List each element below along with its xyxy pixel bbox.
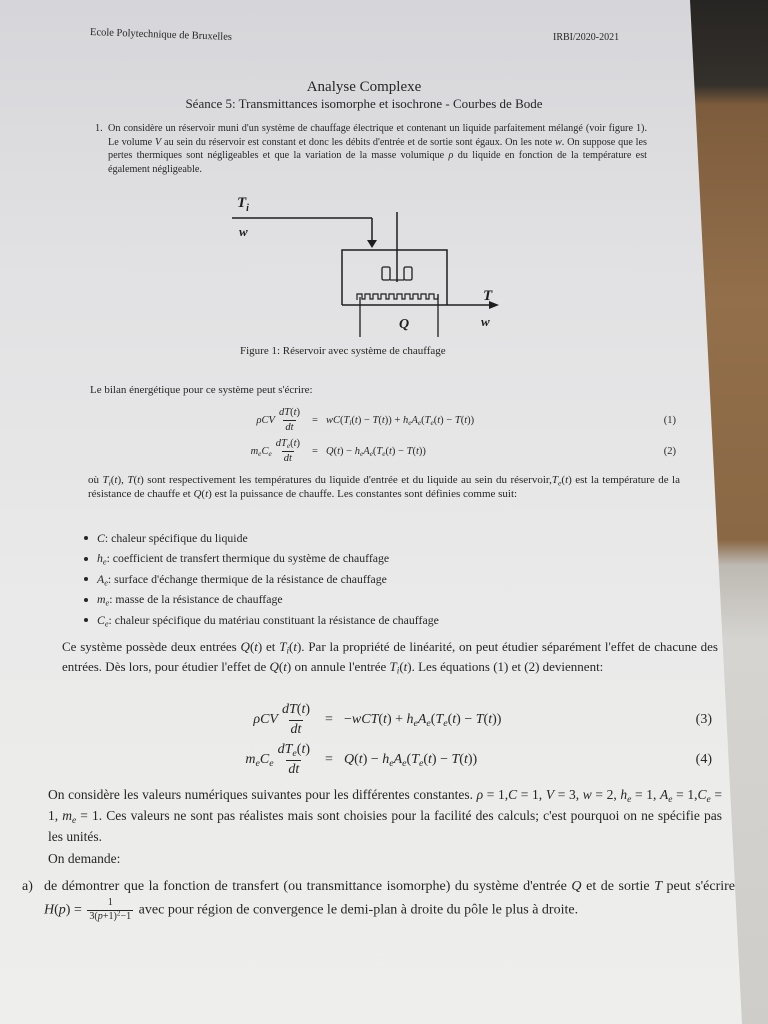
- derivative-fraction: [277, 407, 302, 434]
- text-run: 3(: [89, 910, 98, 922]
- text-run: 1: [107, 897, 113, 908]
- math-symbol: dT: [275, 437, 287, 449]
- math-symbol: t: [415, 446, 419, 457]
- math-symbol: A: [417, 712, 427, 727]
- text-run: (: [412, 446, 416, 457]
- math-subscript: e: [258, 449, 262, 459]
- text-run: −1: [120, 910, 132, 922]
- math-subscript: e: [369, 449, 373, 459]
- text-run: (: [296, 742, 302, 758]
- text-run: )): [492, 712, 502, 727]
- math-symbol: T: [411, 752, 419, 767]
- math-symbol: h: [382, 752, 390, 767]
- math-subscript: e: [443, 717, 448, 729]
- text-run: et de sortie: [581, 879, 655, 894]
- math-symbol: m: [245, 752, 256, 767]
- question-label: a): [22, 879, 33, 894]
- math-symbol: t: [488, 712, 493, 727]
- text-run: ): [305, 742, 310, 758]
- math-symbol: t: [337, 446, 341, 457]
- math-symbol: t: [293, 639, 297, 654]
- definition-text: [97, 592, 283, 607]
- question-a: [22, 875, 735, 922]
- math-symbol: C: [97, 612, 105, 627]
- text-run: (: [433, 415, 438, 426]
- math-symbol: T: [475, 712, 484, 727]
- math-symbol: h: [620, 787, 628, 802]
- fraction-denominator: [282, 451, 294, 465]
- heating-power-label: Q: [399, 317, 410, 332]
- equation-lhs: [218, 438, 304, 465]
- math-symbol: dt: [285, 422, 294, 433]
- text-run: : surface d'échange thermique de la résistance de chauffage: [107, 571, 387, 586]
- equation-number: (1): [663, 415, 676, 426]
- derivative-fraction: [276, 742, 312, 777]
- math-symbol: t: [293, 437, 297, 449]
- text-run: (: [201, 488, 206, 500]
- numerical-values-paragraph: [48, 784, 722, 847]
- text-run: = 2,: [591, 787, 621, 802]
- math-subscript: i: [396, 665, 400, 676]
- math-subscript: e: [557, 478, 562, 488]
- text-run: Ce système possède deux entrées: [62, 639, 241, 654]
- bullet-marker: [80, 549, 97, 569]
- equation-coefficient: [251, 446, 272, 457]
- math-subscript: e: [286, 441, 291, 451]
- text-run: ) est la température de la résistance de chauffe et: [88, 474, 680, 500]
- derivative-fraction: [280, 702, 312, 737]
- math-symbol: t: [437, 415, 441, 426]
- text-run: ) +: [386, 712, 407, 727]
- math-symbol: w: [582, 787, 592, 802]
- fraction-denominator: [289, 720, 304, 738]
- math-symbol: dT: [281, 702, 297, 718]
- equation-rhs: [344, 752, 680, 768]
- text-run: ) −: [340, 446, 355, 457]
- math-subscript: e: [359, 449, 364, 459]
- text-run: (: [399, 659, 404, 674]
- text-run: (: [288, 639, 294, 654]
- text-run: avec pour région de convergence le demi-plan à droite du pôle le plus à droite.: [135, 902, 579, 918]
- math-subscript: e: [389, 757, 394, 769]
- text-run: ) sont respectivement les températures du liquide d'entrée et du liquide au sein du réservoir,: [140, 474, 552, 486]
- math-symbol: ρ: [448, 150, 454, 161]
- text-run: = 1,: [483, 787, 509, 802]
- math-subscript: e: [292, 748, 297, 760]
- text-run: ): [305, 702, 310, 718]
- text-run: ) −: [357, 415, 373, 426]
- math-symbol: C: [97, 530, 105, 545]
- math-subscript: e: [413, 717, 418, 729]
- inlet-temperature-symbol: T: [237, 195, 247, 211]
- text-run: ). Les équations (1) et (2) deviennent:: [407, 659, 604, 674]
- math-symbol: h: [402, 415, 409, 426]
- definition-text: [97, 572, 387, 587]
- math-subscript: e: [255, 757, 260, 769]
- text-run: )): [418, 446, 426, 457]
- math-symbol: Q: [193, 488, 202, 500]
- math-symbol: T: [343, 415, 350, 426]
- equals-sign: =: [312, 446, 318, 457]
- linearity-paragraph: [62, 637, 718, 677]
- math-symbol: t: [463, 752, 468, 767]
- math-symbol: h: [354, 446, 360, 457]
- text-run: : chaleur spécifique du liquide: [104, 530, 248, 545]
- math-symbol: m: [62, 808, 72, 823]
- math-symbol: t: [565, 474, 569, 486]
- math-symbol: t: [428, 752, 432, 767]
- math-symbol: wCT: [351, 712, 379, 727]
- text-run: ) −: [431, 752, 452, 767]
- text-run: −: [344, 712, 352, 727]
- constants-list: [80, 528, 700, 631]
- heater-element: [357, 294, 438, 300]
- math-subscript: e: [105, 598, 110, 608]
- equation-coefficient: [257, 415, 275, 426]
- math-symbol: dt: [288, 761, 300, 777]
- inlet-temperature-subscript: i: [246, 203, 249, 214]
- text-run: ) −: [440, 415, 455, 426]
- text-run: (: [340, 415, 344, 426]
- math-symbol: T: [127, 474, 134, 486]
- stirrer-paddle-right: [404, 267, 412, 280]
- school-name: Ecole Polytechnique de Bruxelles: [89, 27, 233, 43]
- text-run: (: [290, 406, 294, 418]
- text-run: (: [421, 415, 425, 426]
- text-run: : coefficient de transfert thermique du système de chauffage: [106, 551, 390, 566]
- inlet-temperature-label: [237, 195, 249, 214]
- math-subscript: e: [268, 449, 272, 459]
- text-run: (: [385, 446, 389, 457]
- text-run: ) −: [362, 752, 383, 767]
- math-subscript: e: [269, 757, 274, 769]
- fraction-numerator: [277, 407, 302, 420]
- text-run: )): [467, 752, 478, 767]
- fraction-numerator: [106, 898, 115, 910]
- math-symbol: t: [452, 712, 457, 727]
- text-run: . On suppose que les pertes thermiques sont négligeables et que la variation de la masse volumique: [108, 136, 647, 161]
- text-run: = 1,: [672, 787, 698, 802]
- math-symbol: C: [261, 446, 269, 457]
- figure-caption: Figure 1: Réservoir avec système de chauffage: [240, 345, 446, 357]
- equation-coefficient: [253, 712, 278, 728]
- definition-text: [97, 551, 389, 566]
- math-symbol: H: [44, 902, 55, 918]
- equation-number: (4): [695, 752, 712, 767]
- text-run: +1): [102, 910, 117, 922]
- math-symbol: A: [411, 415, 418, 426]
- math-symbol: dT: [277, 742, 293, 758]
- tank-heating-diagram: [225, 190, 515, 340]
- bullet-marker: [80, 590, 97, 610]
- text-run: au sein du réservoir est constant et donc les débits d'entrée et de sortie sont égaux. On les note: [161, 136, 555, 148]
- math-symbol: t: [389, 446, 392, 457]
- math-symbol: Q: [344, 752, 355, 767]
- text-run: (: [372, 446, 377, 457]
- equation-4: [222, 740, 712, 780]
- outlet-temperature-label: T: [483, 288, 493, 304]
- text-run: ) −: [456, 712, 476, 727]
- text-run: (: [483, 712, 489, 727]
- page-subtitle: Séance 5: Transmittances isomorphe et isochrone - Courbes de Bode: [185, 96, 543, 111]
- text-run: (: [430, 712, 436, 727]
- equation-rhs: [326, 446, 646, 457]
- math-symbol: A: [393, 752, 403, 767]
- math-symbol: t: [301, 702, 306, 718]
- math-subscript: e: [104, 619, 109, 629]
- math-symbol: h: [406, 712, 414, 727]
- text-run: (: [406, 752, 412, 767]
- fraction-denominator: [286, 760, 301, 778]
- text-run: = 1,: [48, 787, 722, 823]
- math-subscript: e: [668, 794, 673, 805]
- math-symbol: T: [372, 415, 379, 426]
- text-run: = 1. Ces valeurs ne sont pas réalistes mais sont choisies pour la facilité des calculs; c'est pourquoi on ne spécifie pas les unités.: [48, 808, 722, 844]
- text-run: = 1,: [631, 787, 660, 802]
- math-symbol: A: [660, 787, 669, 802]
- text-run: )): [467, 415, 475, 426]
- text-run: On considère les valeurs numériques suivantes pour les différentes constantes.: [48, 787, 477, 802]
- definition-text: [97, 613, 439, 628]
- text-run: (: [333, 446, 338, 457]
- math-symbol: T: [435, 712, 444, 727]
- list-item: [80, 569, 700, 590]
- math-symbol: Q: [240, 639, 250, 654]
- text-run: (: [459, 752, 464, 767]
- math-symbol: dT: [278, 406, 291, 418]
- math-symbol: T: [551, 474, 558, 486]
- text-run: )) +: [384, 415, 403, 426]
- math-symbol: m: [97, 592, 106, 607]
- math-symbol: p: [97, 910, 103, 922]
- inline-fraction: [87, 898, 133, 922]
- text-run: : chaleur spécifique du matériau constituant la résistance de chauffage: [108, 612, 439, 627]
- math-symbol: dt: [283, 453, 292, 464]
- question-text: [44, 875, 735, 922]
- math-subscript: e: [104, 578, 108, 588]
- list-item: [80, 590, 700, 611]
- math-subscript: i: [349, 418, 352, 428]
- math-symbol: dt: [290, 721, 302, 737]
- math-symbol: V: [154, 136, 162, 148]
- text-run: (: [296, 702, 302, 718]
- equals-sign: =: [325, 712, 333, 727]
- text-run: ): [296, 437, 300, 449]
- text-run: ): [296, 406, 300, 418]
- energy-balance-equations: [218, 405, 676, 467]
- list-item: [80, 528, 700, 549]
- math-subscript: i: [108, 478, 111, 488]
- math-symbol: ρCV: [256, 415, 275, 426]
- math-symbol: t: [464, 415, 468, 426]
- fraction-numerator: [274, 438, 302, 451]
- bullet-marker: [80, 569, 97, 589]
- math-symbol: h: [97, 551, 103, 566]
- math-subscript: e: [402, 757, 407, 769]
- math-symbol: V: [545, 787, 555, 802]
- text-run: (: [354, 752, 359, 767]
- math-symbol: T: [279, 639, 287, 654]
- text-run: (: [133, 474, 138, 486]
- equation-lhs: [222, 742, 314, 777]
- math-symbol: C: [508, 787, 518, 802]
- text-run: (: [290, 437, 294, 449]
- math-symbol: wC: [326, 415, 341, 426]
- text-run: (: [561, 474, 566, 486]
- math-symbol: T: [376, 446, 383, 457]
- text-run: (: [351, 415, 355, 426]
- equation-number: (2): [663, 446, 676, 457]
- fraction-numerator: [276, 742, 312, 759]
- text-run: (: [249, 639, 255, 654]
- text-run: ) est la puissance de chauffe. Les constantes sont définies comme suit:: [208, 488, 518, 500]
- math-symbol: T: [424, 415, 431, 426]
- exercise-intro-text: [108, 122, 647, 176]
- equals-sign: =: [312, 415, 318, 426]
- math-symbol: t: [381, 415, 385, 426]
- derivative-fraction: [274, 438, 302, 465]
- text-run: = 3,: [554, 787, 583, 802]
- equation-number: (3): [695, 712, 712, 727]
- text-run: ) on annule l'entrée: [286, 659, 390, 674]
- request-heading: On demande:: [48, 851, 121, 866]
- math-subscript: e: [426, 717, 431, 729]
- equals-sign: =: [325, 752, 333, 767]
- list-item: [80, 549, 700, 570]
- math-symbol: Q: [571, 879, 582, 894]
- math-subscript: e: [417, 418, 422, 428]
- math-subscript: e: [408, 418, 412, 428]
- math-subscript: e: [102, 557, 107, 567]
- text-run: (: [110, 474, 115, 486]
- text-run: On considère un réservoir muni d'un système de chauffage électrique et contenant un liquide parfaitement mélangé (voir figure 1). Le volume: [108, 123, 647, 148]
- reduced-equations: [222, 700, 712, 780]
- math-symbol: T: [454, 415, 461, 426]
- text-run: ) et: [257, 639, 280, 654]
- math-subscript: e: [71, 815, 77, 826]
- stirrer-paddle-left: [382, 267, 390, 280]
- math-symbol: t: [205, 488, 209, 500]
- math-symbol: p: [58, 902, 66, 918]
- equation-rhs: [344, 712, 680, 728]
- math-symbol: t: [293, 406, 297, 418]
- energy-balance-intro: Le bilan énergétique pour ce système peut s'écrire:: [90, 384, 313, 396]
- text-run: ),: [117, 474, 128, 486]
- equation-rhs: [326, 415, 646, 426]
- math-symbol: w: [555, 136, 562, 148]
- text-run: (: [378, 712, 384, 727]
- math-symbol: t: [403, 659, 408, 674]
- math-symbol: m: [250, 446, 259, 457]
- text-run: : masse de la résistance de chauffage: [109, 592, 283, 607]
- fraction-denominator: [283, 420, 295, 434]
- fraction-denominator: [87, 910, 133, 923]
- math-symbol: Q: [326, 446, 334, 457]
- math-symbol: t: [358, 752, 363, 767]
- text-run: = 1,: [517, 787, 546, 802]
- list-item: [80, 610, 700, 631]
- math-symbol: T: [451, 752, 460, 767]
- text-run: (: [54, 902, 59, 918]
- math-symbol: A: [97, 571, 105, 586]
- inlet-arrowhead: [367, 240, 377, 248]
- equation-lhs: [218, 407, 304, 434]
- math-symbol: t: [354, 415, 358, 426]
- math-subscript: e: [382, 449, 386, 459]
- outlet-flow-label: w: [481, 314, 490, 329]
- equation-1: [218, 405, 676, 436]
- page-title: Analyse Complexe: [306, 79, 422, 95]
- math-superscript: 2: [116, 909, 121, 918]
- variables-paragraph: [88, 473, 680, 501]
- math-symbol: T: [654, 879, 662, 894]
- equation-coefficient: [245, 752, 273, 768]
- text-run: du liquide en fonction de la température est également négligeable.: [108, 150, 647, 175]
- math-symbol: t: [114, 474, 118, 486]
- math-symbol: C: [259, 752, 270, 767]
- math-symbol: Q: [269, 659, 279, 674]
- math-subscript: e: [419, 757, 424, 769]
- definition-text: [97, 531, 248, 546]
- math-symbol: t: [283, 659, 287, 674]
- course-code: IRBI/2020-2021: [553, 32, 620, 43]
- text-run: (: [423, 752, 429, 767]
- text-run: ). Par la propriété de linéarité, on peut étudier séparément l'effet de chacune des entrées. Dès lors, pour étudier l'effet de: [62, 639, 718, 674]
- math-symbol: t: [301, 742, 306, 758]
- math-symbol: t: [137, 474, 141, 486]
- math-subscript: i: [286, 645, 289, 656]
- math-symbol: C: [697, 787, 707, 802]
- math-symbol: T: [389, 659, 397, 674]
- math-symbol: T: [102, 474, 109, 486]
- equation-2: [218, 436, 676, 467]
- math-symbol: t: [383, 712, 387, 727]
- math-symbol: ρCV: [253, 712, 278, 727]
- equation-3: [222, 700, 712, 740]
- text-run: où: [88, 474, 103, 486]
- bullet-marker: [80, 610, 97, 630]
- text-run: (: [378, 415, 382, 426]
- text-run: ) =: [65, 902, 86, 918]
- text-run: (: [460, 415, 465, 426]
- fraction-numerator: [280, 702, 312, 719]
- math-symbol: t: [254, 639, 258, 654]
- inlet-flow-label: w: [239, 224, 248, 239]
- text-run: de démontrer que la fonction de transfert (ou transmittance isomorphe) du système d'entrée: [44, 879, 572, 894]
- math-symbol: ρ: [476, 787, 484, 802]
- math-symbol: A: [363, 446, 370, 457]
- math-subscript: e: [430, 418, 434, 428]
- exercise-intro: [95, 122, 647, 176]
- equation-lhs: [222, 702, 314, 737]
- text-run: ) −: [391, 446, 407, 457]
- math-subscript: e: [706, 794, 711, 805]
- exercise-number: 1.: [95, 123, 103, 134]
- text-run: peut s'écrire: [661, 879, 736, 894]
- text-run: (: [278, 659, 284, 674]
- math-symbol: T: [406, 446, 413, 457]
- math-subscript: e: [627, 794, 632, 805]
- text-run: (: [447, 712, 453, 727]
- bullet-marker: [80, 528, 97, 548]
